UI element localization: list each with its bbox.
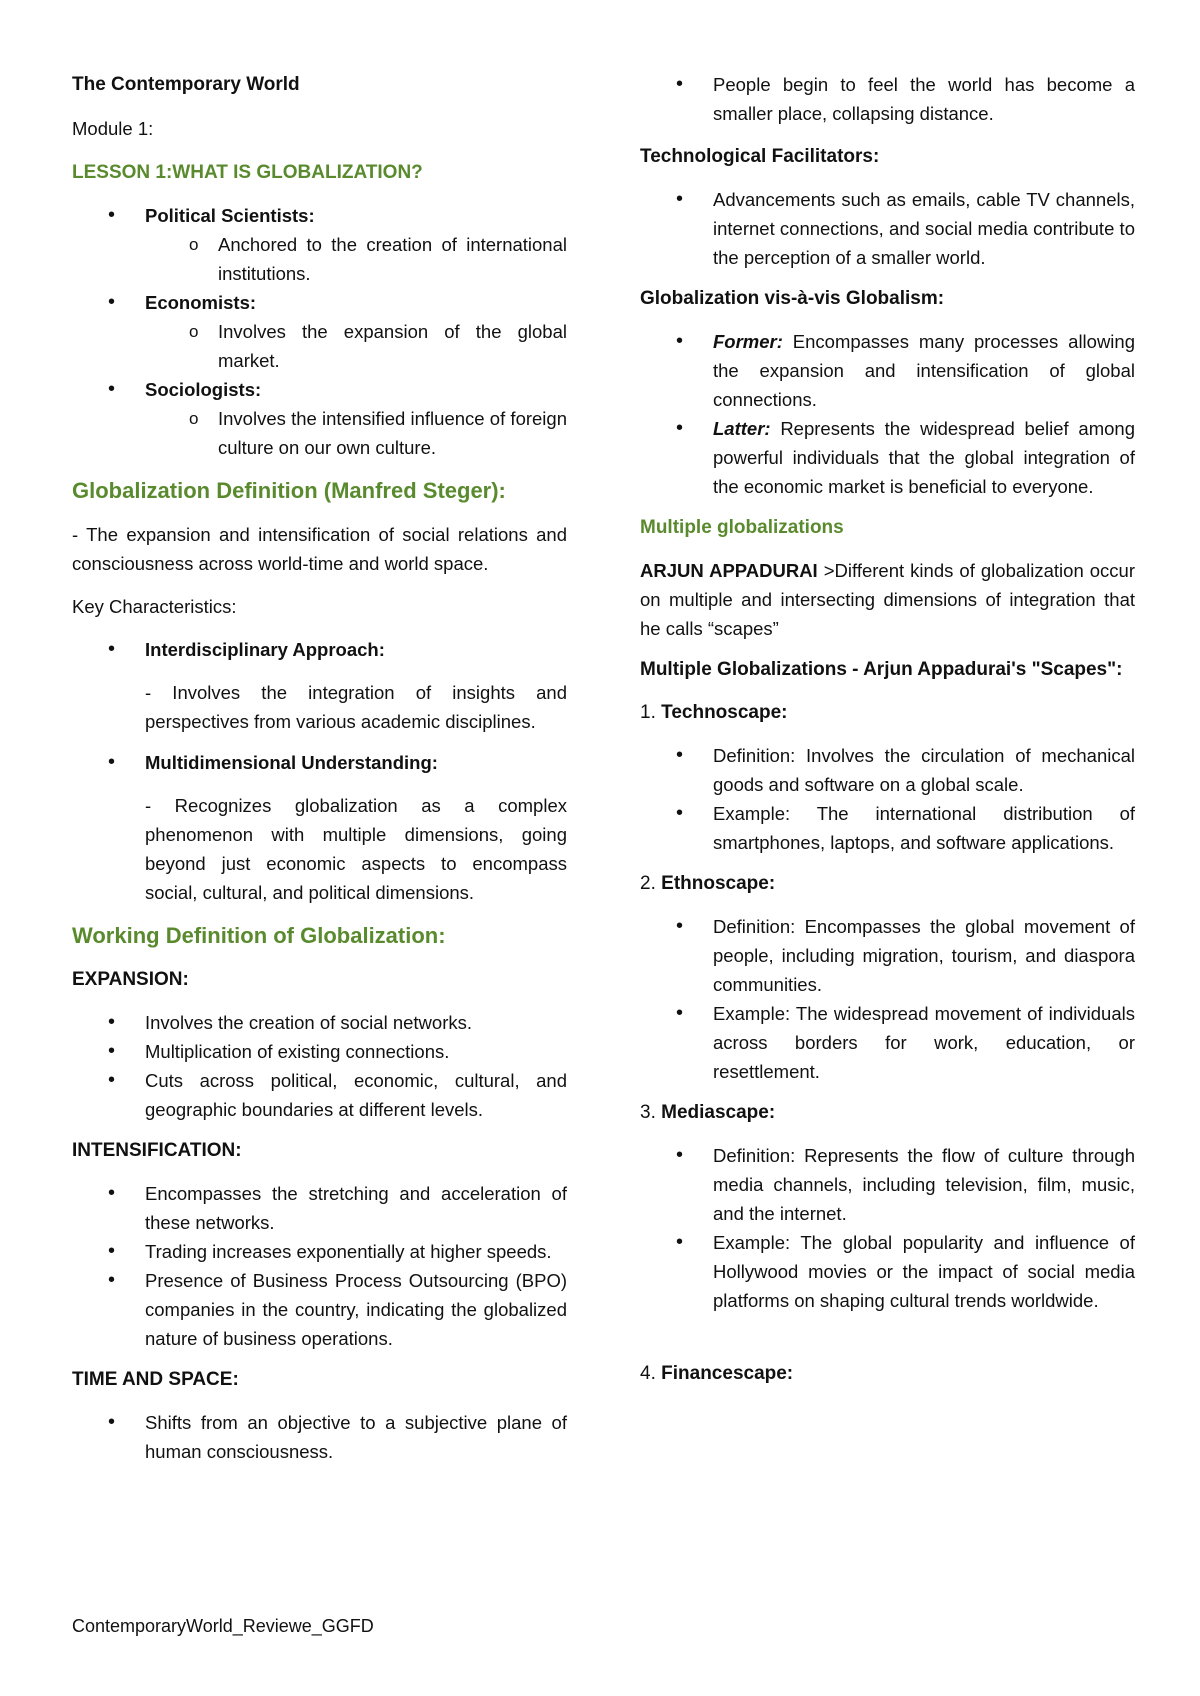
- characteristic-label: Multidimensional Understanding:: [145, 752, 438, 773]
- scape-title: Financescape:: [661, 1363, 794, 1384]
- working-definition-heading: Working Definition of Globalization:: [72, 923, 446, 948]
- list-item: [640, 327, 1135, 414]
- multiple-globalizations-heading: Multiple globalizations: [640, 517, 844, 538]
- list-item: [640, 414, 1135, 501]
- list-item: • Advancements such as emails, cable TV channels, internet connections, and social media contribute to the perception of a smaller world.: [640, 185, 1135, 272]
- former-desc: Encompasses many processes allowing the expansion and intensification of global connections.: [713, 331, 1135, 410]
- scape-heading: [640, 698, 1135, 727]
- list-item: [72, 288, 567, 375]
- module-label: Module 1:: [72, 118, 154, 139]
- ethnoscape-list: [640, 912, 1135, 1086]
- scapes-heading: Multiple Globalizations - Arjun Appadurai's "Scapes":: [640, 659, 1123, 680]
- lesson-title: LESSON 1:WHAT IS GLOBALIZATION?: [72, 162, 423, 183]
- page-footer: ContemporaryWorld_Reviewe_GGFD: [72, 1616, 374, 1636]
- scape-number: 2.: [640, 873, 656, 894]
- list-item: • Example: The widespread movement of individuals across borders for work, education, or resettlement.: [640, 999, 1135, 1086]
- latter-desc: Represents the widespread belief among powerful individuals that the global integration of the economic market is beneficial to everyone.: [713, 418, 1136, 497]
- list-item: [72, 201, 567, 288]
- list-item: • Trading increases exponentially at higher speeds.: [72, 1237, 567, 1266]
- list-item: • Example: The international distribution of smartphones, laptops, and software applications.: [640, 799, 1135, 857]
- right-column: [640, 70, 1135, 1402]
- appadurai-text: >Different kinds of globalization occur on multiple and intersecting dimensions of integration that he calls “scapes”: [640, 560, 1136, 639]
- appadurai-paragraph: [640, 556, 1135, 643]
- list-item: • Cuts across political, economic, cultural, and geographic boundaries at different levels.: [72, 1066, 567, 1124]
- characteristic-desc: - Involves the integration of insights and perspectives from various academic disciplines.: [145, 682, 567, 732]
- intensification-heading: INTENSIFICATION:: [72, 1140, 242, 1161]
- list-item: [72, 375, 567, 462]
- globalism-heading: Globalization vis-à-vis Globalism:: [640, 288, 945, 309]
- perspective-label: Political Scientists:: [145, 205, 315, 226]
- expansion-list: [72, 1008, 567, 1124]
- globalism-list: [640, 327, 1135, 501]
- characteristic-desc: - Recognizes globalization as a complex phenomenon with multiple dimensions, going beyond just economic aspects to encompass social, cultural, and political dimensions.: [145, 795, 567, 903]
- intensification-list: [72, 1179, 567, 1353]
- list-item: • Definition: Involves the circulation of mechanical goods and software on a global scale.: [640, 741, 1135, 799]
- definition-heading: Globalization Definition (Manfred Steger):: [72, 478, 506, 503]
- key-characteristics-label: Key Characteristics:: [72, 596, 237, 617]
- list-item: o Involves the expansion of the global market.: [145, 317, 567, 375]
- list-item: • Encompasses the stretching and acceleration of these networks.: [72, 1179, 567, 1237]
- scape-number: 4.: [640, 1363, 656, 1384]
- time-space-list: [72, 1408, 567, 1466]
- scape-number: 3.: [640, 1102, 656, 1123]
- list-item: • Presence of Business Process Outsourcing (BPO) companies in the country, indicating the globalized nature of business operations.: [72, 1266, 567, 1353]
- scape-heading: [640, 869, 1135, 898]
- scape-number: 1.: [640, 702, 656, 723]
- list-item: • Definition: Represents the flow of culture through media channels, including television, film, music, and the internet.: [640, 1141, 1135, 1228]
- scape-title: Technoscape:: [661, 702, 788, 723]
- appadurai-name: ARJUN APPADURAI: [640, 560, 818, 581]
- perspective-label: Economists:: [145, 292, 257, 313]
- list-item: • People begin to feel the world has become a smaller place, collapsing distance.: [640, 70, 1135, 128]
- scape-heading: [640, 1359, 1135, 1388]
- time-space-list-continued: [640, 70, 1135, 128]
- scape-title: Mediascape:: [661, 1102, 776, 1123]
- mediascape-list: [640, 1141, 1135, 1315]
- technoscape-list: [640, 741, 1135, 857]
- expansion-heading: EXPANSION:: [72, 969, 189, 990]
- characteristics-list: [72, 635, 567, 664]
- characteristic-label: Interdisciplinary Approach:: [145, 639, 385, 660]
- definition-text: - The expansion and intensification of social relations and consciousness across world-time and world space.: [72, 524, 567, 574]
- scape-heading: [640, 1098, 1135, 1127]
- perspectives-list: [72, 201, 567, 462]
- list-item: o Involves the intensified influence of foreign culture on our own culture.: [145, 404, 567, 462]
- time-space-heading: TIME AND SPACE:: [72, 1369, 239, 1390]
- list-item: • Example: The global popularity and influence of Hollywood movies or the impact of social media platforms on shaping cultural trends worldwide.: [640, 1228, 1135, 1315]
- former-label: Former:: [713, 331, 783, 352]
- tech-facilitators-heading: Technological Facilitators:: [640, 146, 880, 167]
- list-item: • Multiplication of existing connections.: [72, 1037, 567, 1066]
- document-title: The Contemporary World: [72, 74, 300, 95]
- list-item: [72, 635, 567, 664]
- left-column: [72, 70, 567, 1476]
- list-item: • Definition: Encompasses the global movement of people, including migration, tourism, and diaspora communities.: [640, 912, 1135, 999]
- latter-label: Latter:: [713, 418, 771, 439]
- characteristics-list: [72, 748, 567, 777]
- list-item: [72, 748, 567, 777]
- scape-title: Ethnoscape:: [661, 873, 776, 894]
- tech-facilitators-list: [640, 185, 1135, 272]
- list-item: • Shifts from an objective to a subjective plane of human consciousness.: [72, 1408, 567, 1466]
- perspective-label: Sociologists:: [145, 379, 262, 400]
- list-item: o Anchored to the creation of international institutions.: [145, 230, 567, 288]
- list-item: • Involves the creation of social networks.: [72, 1008, 567, 1037]
